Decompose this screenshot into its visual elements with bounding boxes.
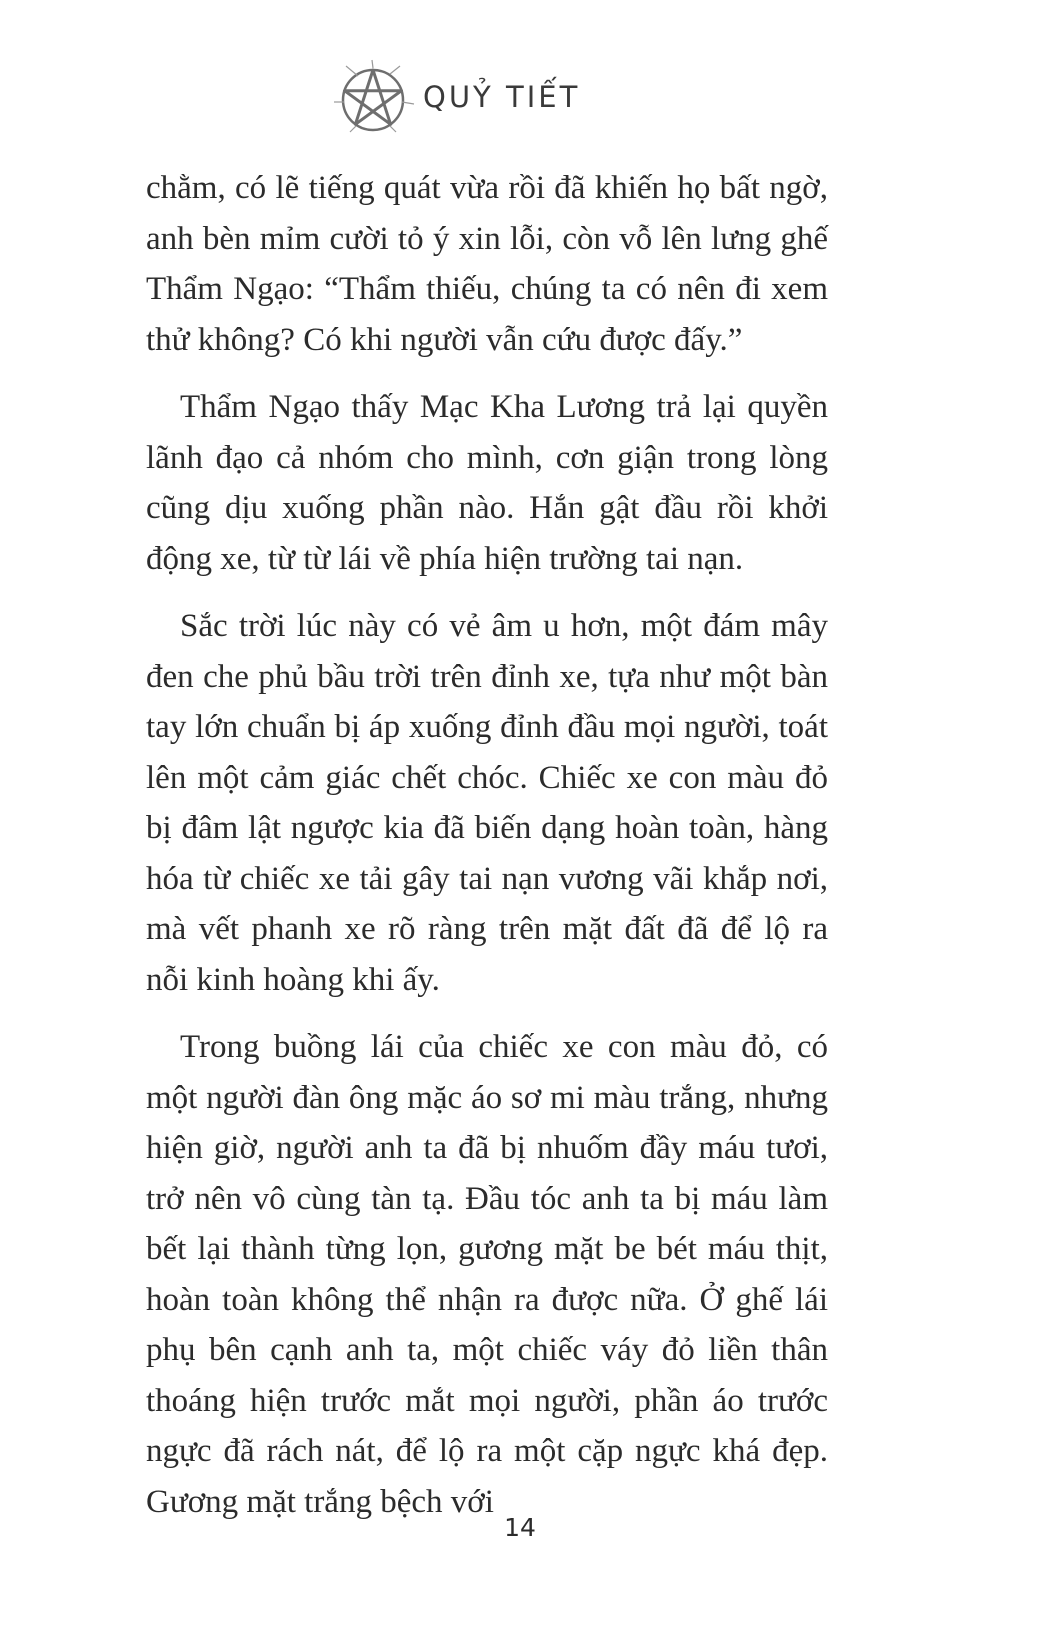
paragraph: Sắc trời lúc này có vẻ âm u hơn, một đám mây đen che phủ bầu trời trên đỉnh xe, tựa như một bàn tay lớn chuẩn bị áp xuống đỉnh đầu mọi người, toát lên một cảm giác chết chóc. Chiếc xe con màu đỏ bị đâm lật ngược kia đã biến dạng hoàn toàn, hàng hóa từ chiếc xe tải gây tai nạn vương vãi khắp nơi, mà vết phanh xe rõ ràng trên mặt đất đã để lộ ra nỗi kinh hoàng khi ấy. [146,608,828,998]
page-number: 14 [504,1513,536,1542]
running-header [330,58,630,138]
book-title: QUỶ TIẾT [423,80,581,114]
page-body [146,163,828,1527]
paragraph: Trong buồng lái của chiếc xe con màu đỏ, có một người đàn ông mặc áo sơ mi màu trắng, nhưng hiện giờ, người anh ta đã bị nhuốm đầy máu tươi, trở nên vô cùng tàn tạ. Đầu tóc anh ta bị máu làm bết lại thành từng lọn, gương mặt be bét máu thịt, hoàn toàn không thể nhận ra được nữa. Ở ghế lái phụ bên cạnh anh ta, một chiếc váy đỏ liền thân thoáng hiện trước mắt mọi người, phần áo trước ngực đã rách nát, để lộ ra một cặp ngực khá đẹp. Gương mặt trắng bệch với [146,1029,828,1520]
paragraph: chằm, có lẽ tiếng quát vừa rồi đã khiến họ bất ngờ, anh bèn mỉm cười tỏ ý xin lỗi, còn vỗ lên lưng ghế Thẩm Ngạo: “Thẩm thiếu, chúng ta có nên đi xem thử không? Có khi người vẫn cứu được đấy.” [146,170,828,358]
paragraph: Thẩm Ngạo thấy Mạc Kha Lương trả lại quyền lãnh đạo cả nhóm cho mình, cơn giận trong lòng cũng dịu xuống phần nào. Hắn gật đầu rồi khởi động xe, từ từ lái về phía hiện trường tai nạn. [146,389,828,577]
pentagram-icon [330,58,416,138]
